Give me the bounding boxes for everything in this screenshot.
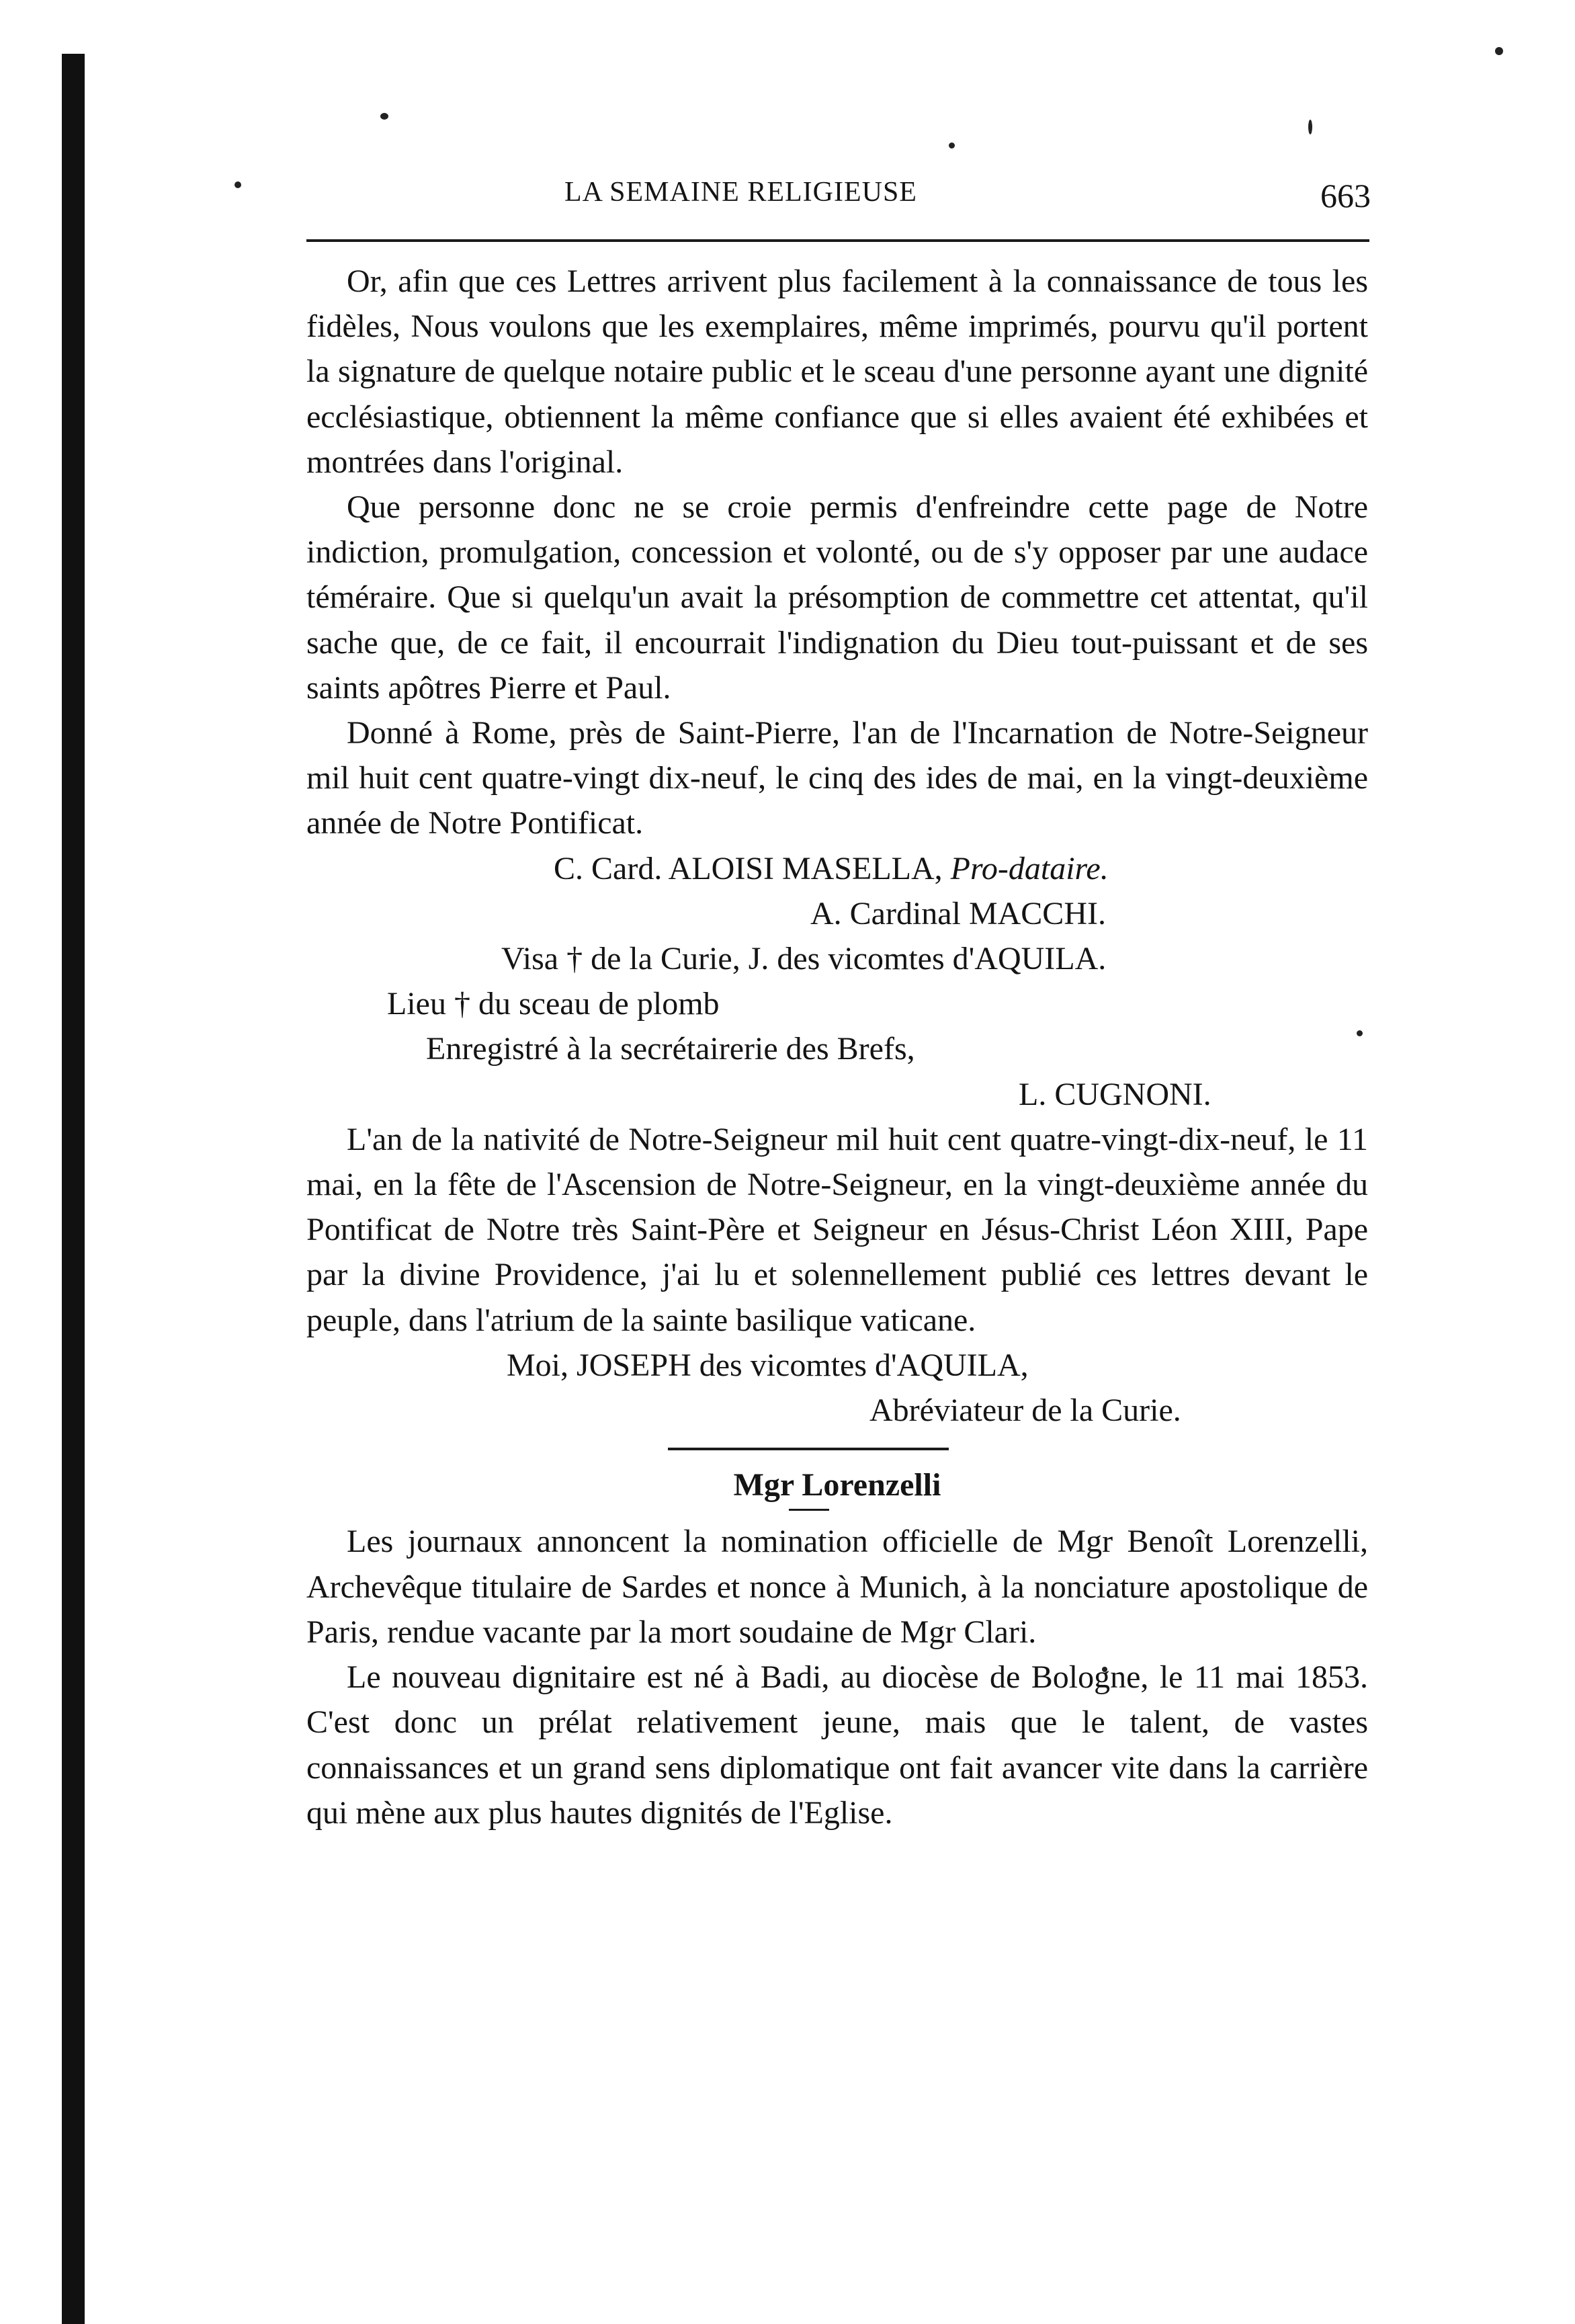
paragraph-nomination: Les journaux annoncent la nomination officielle de Mgr Benoît Lorenzelli, Archevêque titulaire de Sardes et nonce à Munich, à la nonciature apostolique de Paris, rendue vacante par la mort soudaine de Mgr Clari. [306,1524,1368,1650]
ink-speck [1308,120,1312,134]
ink-speck [235,181,241,188]
page-binding-edge [62,54,85,2324]
signature-macchi: A. Cardinal MACCHI. [810,895,1106,931]
paragraph-sanction: Que personne donc ne se croie permis d'enfreindre cette page de Notre indiction, promulgation, concession et volonté, ou de s'y opposer par une audace téméraire. Que si quelqu'un avait la présomption de commettre cet attentat, qu'il sache que, de ce fait, il encourrait l'indignation du Dieu tout-puissant et de ses saints apôtres Pierre et Paul. [306,489,1368,706]
paragraph-given-at-rome: Donné à Rome, près de Saint-Pierre, l'an de l'Incarnation de Notre-Seigneur mil huit cent quatre-vingt dix-neuf, le cinq des ides de mai, en la vingt-deuxième année de Notre Pontificat. [306,715,1368,841]
signature-masella [306,846,1368,891]
paragraph-publication: L'an de la nativité de Notre-Seigneur mil huit cent quatre-vingt-dix-neuf, le 11 mai, en la fête de l'Ascension de Notre-Seigneur, en la vingt-deuxième année du Pontificat de Notre très Saint-Père et Seigneur en Jésus-Christ Léon XIII, Pape par la divine Providence, j'ai lu et solennellement publié ces lettres devant le peuple, dans l'atrium de la sainte basilique vaticane. [306,1121,1368,1338]
section-divider [668,1448,949,1450]
signature-cugnoni: L. CUGNONI. [1019,1076,1211,1112]
signature-masella-name: C. Card. ALOISI MASELLA, [554,850,943,886]
running-title: LA SEMAINE RELIGIEUSE [564,177,917,208]
header-rule [306,239,1369,242]
page-body [306,259,1368,1835]
ink-speck [380,113,388,120]
section-title: Mgr Lorenzelli [733,1467,941,1503]
signature-masella-role: Pro-dataire. [950,850,1109,886]
signature-joseph: Moi, JOSEPH des vicomtes d'AQUILA, [507,1347,1029,1383]
page-header [309,176,1371,223]
paragraph-copies: Or, afin que ces Lettres arrivent plus facilement à la connaissance de tous les fidèles, Nous voulons que les exemplaires, même imprimés, pourvu qu'il portent la signature de quelque notaire public et le sceau d'une personne ayant une dignité ecclésiastique, obtiennent la même confiance que si elles avaient été exhibées et montrées dans l'original. [306,263,1368,480]
paragraph-biography: Le nouveau dignitaire est né à Badi, au diocèse de Bologne, le 11 mai 1853. C'est donc un prélat relativement jeune, mais que le talent, de vastes connaissances et un grand sens diplomatique ont fait avancer vite dans la carrière qui mène aux plus hautes dignités de l'Eglise. [306,1659,1368,1831]
registration-line: Enregistré à la secrétairerie des Brefs, [426,1031,915,1067]
title-dash [789,1509,829,1511]
signature-joseph-title: Abréviateur de la Curie. [869,1393,1181,1429]
ink-speck [1495,47,1503,55]
seal-location-line: Lieu † du sceau de plomb [387,986,720,1022]
visa-line: Visa † de la Curie, J. des vicomtes d'AQUILA. [501,941,1107,977]
ink-speck [949,142,955,149]
page-number: 663 [1320,177,1371,214]
